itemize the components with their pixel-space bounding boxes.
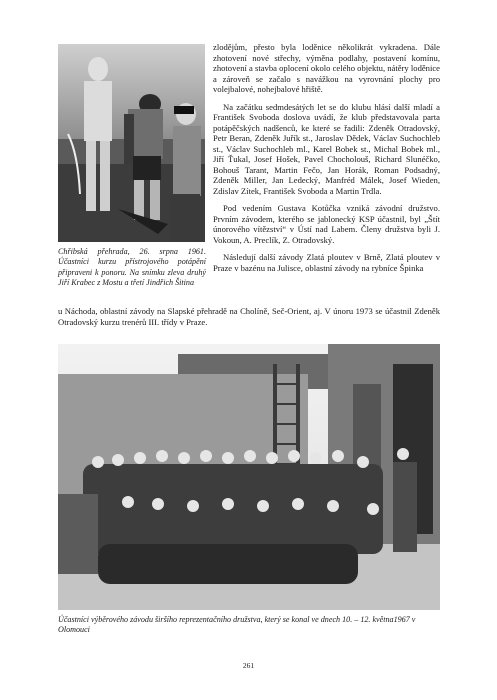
group-photo: [58, 344, 440, 610]
divers-photo-caption: Chřibská přehrada, 26. srpna 1961. Účastníci kurzu přístrojového potápění připraveni k ponoru. Na snímku zleva druhý Jiří Krabec z Mostu a třetí Jindřich Šitina: [58, 247, 206, 287]
divers-photo: [58, 44, 205, 242]
group-photo-caption: Účastníci výběrového závodu širšího reprezentačního družstva, který se konal ve dnech 10. – 12. května1967 v Olomouci: [58, 615, 416, 635]
paragraph-4: Následují další závody Zlatá ploutev v Brně, Zlatá ploutev v Praze v bazénu na Julisce, oblastní závody na rybníce Špinka: [213, 252, 440, 273]
group-photo-image: [58, 344, 440, 610]
divers-photo-image: [58, 44, 205, 242]
page-number: 261: [242, 661, 255, 670]
paragraph-2: Na začátku sedmdesátých let se do klubu hlásí další mladí a František Svoboda doslova uvádí, že klub představovala parta potápěčských nadšenců, ke které se řadili: Zdeněk Otradovský, Petr Beran, Zdeněk Juřík st., Jaroslav Dědek, Václav Suchochleb st., Václav Suchochleb ml., Karel Bobek st., Michal Bobek ml., Jiří Ťukal, Josef Hošek, Pavel Chocholouš, Richard Slunéčko, Bohouš Tarant, Martin Fečo, Jan Horák, Roman Podsadný, Zdeněk Miller, Jan Ledecký, Manfréd Málek, Josef Wieden, Zdislav Zítek, František Svoboda a Martin Trdla.: [213, 101, 440, 196]
text-column: [213, 42, 440, 273]
paragraph-3: Pod vedením Gustava Kotůčka vzniká závodní družstvo. Prvním závodem, kterého se jablonecký KSP účastnil, byl „Štít únorového vítězství“ v Ústí nad Labem. Členy družstva byli J. Vokoun, A. Preclík, Z. Otradovský.: [213, 203, 440, 245]
paragraph-4-continued: u Náchoda, oblastní závody na Slapské přehradě na Cholíně, Seč-Orient, aj. V únoru 1973 se účastnil Zdeněk Otradovský kurzu trenérů III. třídy v Praze.: [58, 306, 440, 327]
paragraph-1: zlodějům, přesto byla loděnice několikrát vykradena. Dále zhotovení nové střechy, výměna podlahy, postavení komínu, zhotovení a stavba oplocení okolo celého objektu, nátěry loděnice a zároveň se začalo s navážkou na vyrovnání plochy pro volejbalové, nohejbalové hřiště.: [213, 42, 440, 94]
